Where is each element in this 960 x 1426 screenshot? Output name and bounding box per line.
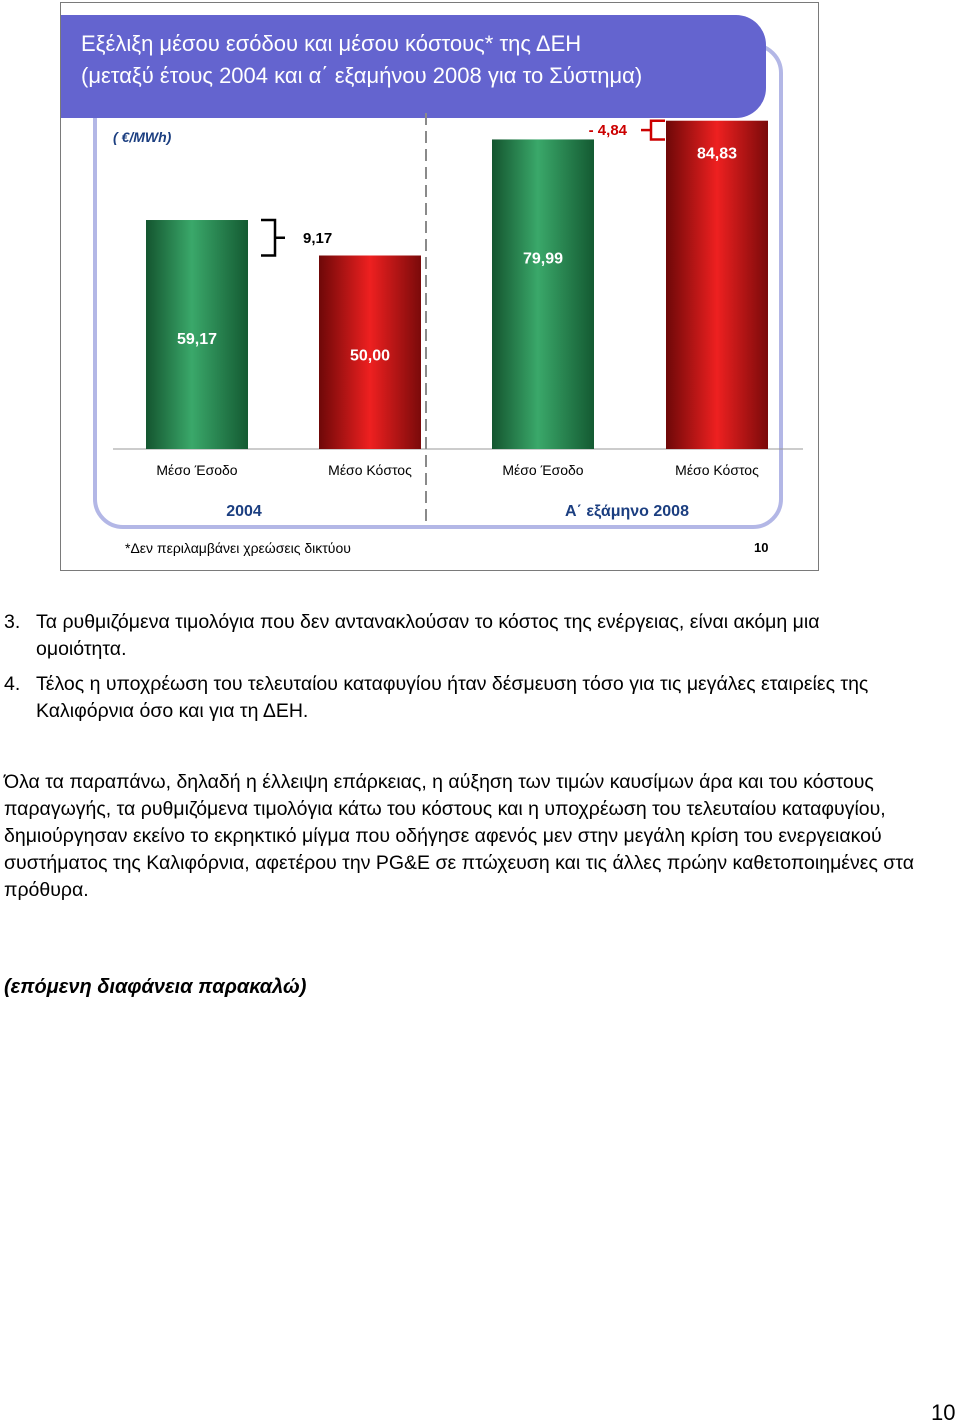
next-slide-note: (επόμενη διαφάνεια παρακαλώ)	[4, 976, 307, 998]
list-text: Τέλος η υποχρέωση του τελευταίου καταφυγίου ήταν δέσμευση τόσο για τις μεγάλες εταιρείες της Καλιφόρνια όσο και για τη ΔΕΗ.	[36, 673, 869, 722]
slide-number: 10	[754, 540, 769, 555]
group-label: 2004	[226, 503, 262, 520]
category-label: Μέσο Έσοδο	[156, 462, 238, 478]
slide	[60, 2, 819, 571]
list-number: 4.	[4, 673, 21, 695]
slide-title-line1: Εξέλιξη μέσου εσόδου και μέσου κόστους* της ΔΕΗ	[81, 31, 582, 56]
group-label: Α΄ εξάμηνο 2008	[565, 503, 689, 520]
list-number: 3.	[4, 611, 21, 633]
bar-cost	[666, 121, 768, 449]
bar-chart	[61, 3, 818, 570]
difference-label: 9,17	[303, 229, 333, 247]
footnote: *Δεν περιλαμβάνει χρεώσεις δικτύου	[125, 540, 351, 556]
page-number: 10	[931, 1400, 956, 1425]
bar-value-label: 50,00	[349, 347, 391, 365]
summary-paragraph: Όλα τα παραπάνω, δηλαδή η έλλειψη επάρκειας, η αύξηση των τιμών καυσίμων άρα και του κόστους παραγωγής, τα ρυθμιζόμενα τιμολόγια κάτω του κόστους και η υποχρέωση του τελευταίου καταφυγίου, δημιούργησαν εκείνο το εκρηκτικό μίγμα που οδήγησε αφενός μεν στην μεγάλη κρίση του ενεργειακού συστήματος της Καλιφόρνια, αφετέρου την PG&E σε πτώχευση και τις άλλες πρώην καθετοποιημένες στα πρόθυρα.	[4, 771, 914, 901]
category-label: Μέσο Κόστος	[328, 462, 412, 478]
difference-bracket	[261, 220, 275, 255]
difference-label: - 4,84	[588, 122, 627, 140]
category-label: Μέσο Έσοδο	[502, 462, 584, 478]
category-label: Μέσο Κόστος	[675, 462, 759, 478]
bar-value-label: 84,83	[696, 145, 738, 163]
unit-label: ( €/MWh)	[113, 129, 172, 145]
slide-title-line2: (μεταξύ έτους 2004 και α΄ εξαμήνου 2008 για το Σύστημα)	[81, 63, 643, 88]
bar-revenue	[492, 139, 594, 449]
list-text: Τα ρυθμιζόμενα τιμολόγια που δεν αντανακλούσαν το κόστος της ενέργειας, είναι ακόμη μια ομοιότητα.	[36, 611, 820, 660]
bar-value-label: 79,99	[522, 250, 564, 268]
bar-value-label: 59,17	[176, 331, 218, 349]
difference-bracket	[651, 121, 665, 140]
